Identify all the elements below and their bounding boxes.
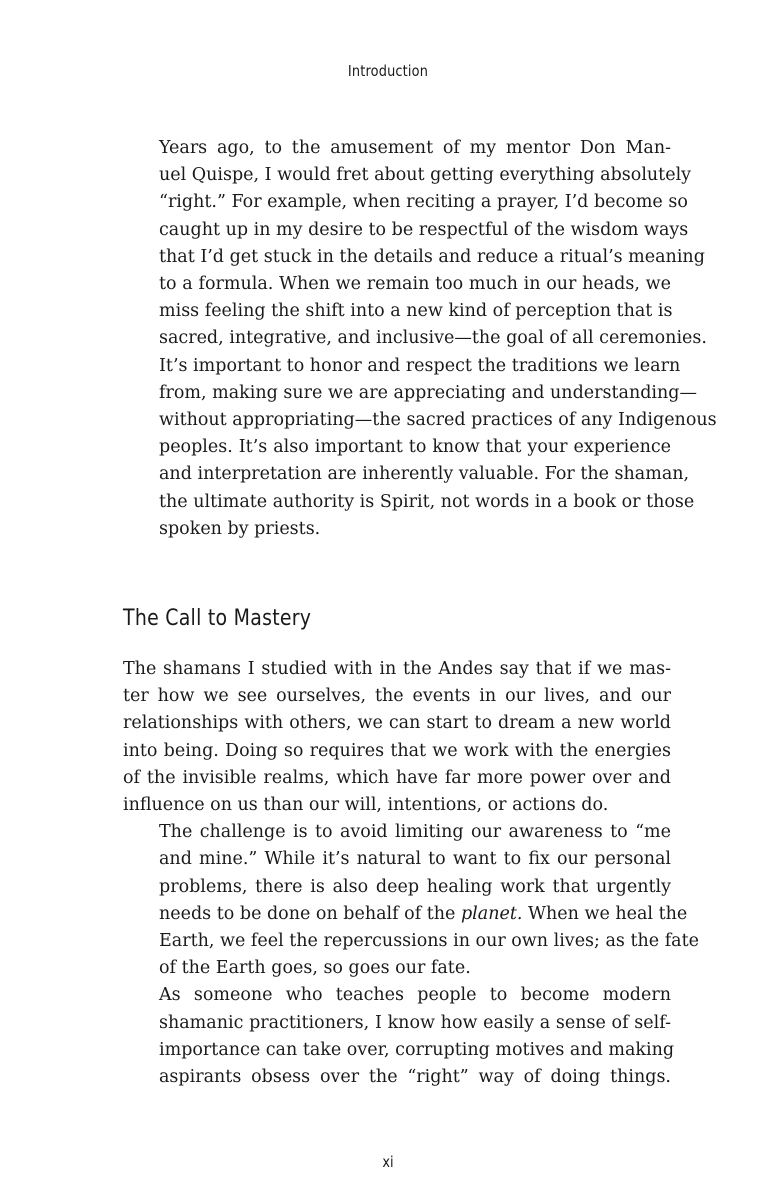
intro-paragraph-1 [123, 135, 707, 353]
text-line: peoples. It’s also important to know that your experience [159, 437, 671, 458]
text-line: The challenge is to avoid limiting our awareness to “me [159, 822, 671, 843]
running-head: Introduction [347, 62, 429, 80]
text-line-with-italic [123, 901, 688, 928]
text-line: caught up in my desire to be respectful of the wisdom ways [159, 219, 689, 240]
text-line: influence on us than our will, intentions, or actions do. [123, 795, 609, 816]
text-line: aspirants obsess over the “right” way of doing things. [159, 1067, 671, 1088]
text-line: The shamans I studied with in the Andes say that if we mas- [123, 659, 671, 679]
mastery-paragraph-2 [123, 819, 699, 982]
text-line: It’s important to honor and respect the traditions we learn [159, 355, 681, 376]
intro-paragraph-2 [123, 353, 717, 543]
text-line: Years ago, to the amusement of my mentor Don Man- [159, 138, 671, 158]
page-number: xi [382, 1153, 394, 1171]
text-line: and mine.” While it’s natural to want to fix our personal [159, 849, 671, 870]
text-line: the ultimate authority is Spirit, not words in a book or those [159, 491, 695, 512]
text-line: Earth, we feel the repercussions in our own lives; as the fate [159, 931, 699, 952]
text-line: without appropriating—the sacred practices of any Indigenous [159, 410, 717, 431]
text-line: spoken by priests. [159, 518, 321, 539]
text-line: from, making sure we are appreciating and understanding— [159, 382, 697, 403]
section-heading: The Call to Mastery [123, 606, 312, 631]
text-segment: When we heal the [522, 903, 688, 924]
italic-word: planet. [460, 903, 523, 924]
text-line: into being. Doing so requires that we work with the energies [123, 740, 671, 761]
text-line: As someone who teaches people to become modern [159, 985, 671, 1006]
text-line: ter how we see ourselves, the events in our lives, and our [123, 686, 671, 707]
intro-text [123, 135, 717, 543]
text-line: “right.” For example, when reciting a prayer, I’d become so [159, 192, 688, 213]
text-line: of the invisible realms, which have far more power over and [123, 767, 671, 788]
text-line: to a formula. When we remain too much in our heads, we [159, 274, 671, 295]
text-line: that I’d get stuck in the details and reduce a ritual’s meaning [159, 246, 705, 267]
text-line: relationships with others, we can start to dream a new world [123, 713, 671, 734]
text-line: of the Earth goes, so goes our fate. [159, 958, 471, 979]
mastery-text [123, 656, 699, 1091]
text-line: miss feeling the shift into a new kind of perception that is [159, 301, 673, 322]
text-line: shamanic practitioners, I know how easily a sense of self- [159, 1012, 671, 1033]
text-line: problems, there is also deep healing work that urgently [159, 876, 671, 897]
text-line: importance can take over, corrupting motives and making [159, 1039, 675, 1060]
mastery-paragraph-1 [123, 656, 671, 819]
text-segment: needs to be done on behalf of the [159, 903, 461, 924]
text-line: sacred, integrative, and inclusive—the goal of all ceremonies. [159, 328, 707, 349]
mastery-paragraph-3 [123, 982, 675, 1091]
text-line: and interpretation are inherently valuable. For the shaman, [159, 464, 690, 485]
text-line: uel Quispe, I would fret about getting everything absolutely [159, 165, 692, 186]
